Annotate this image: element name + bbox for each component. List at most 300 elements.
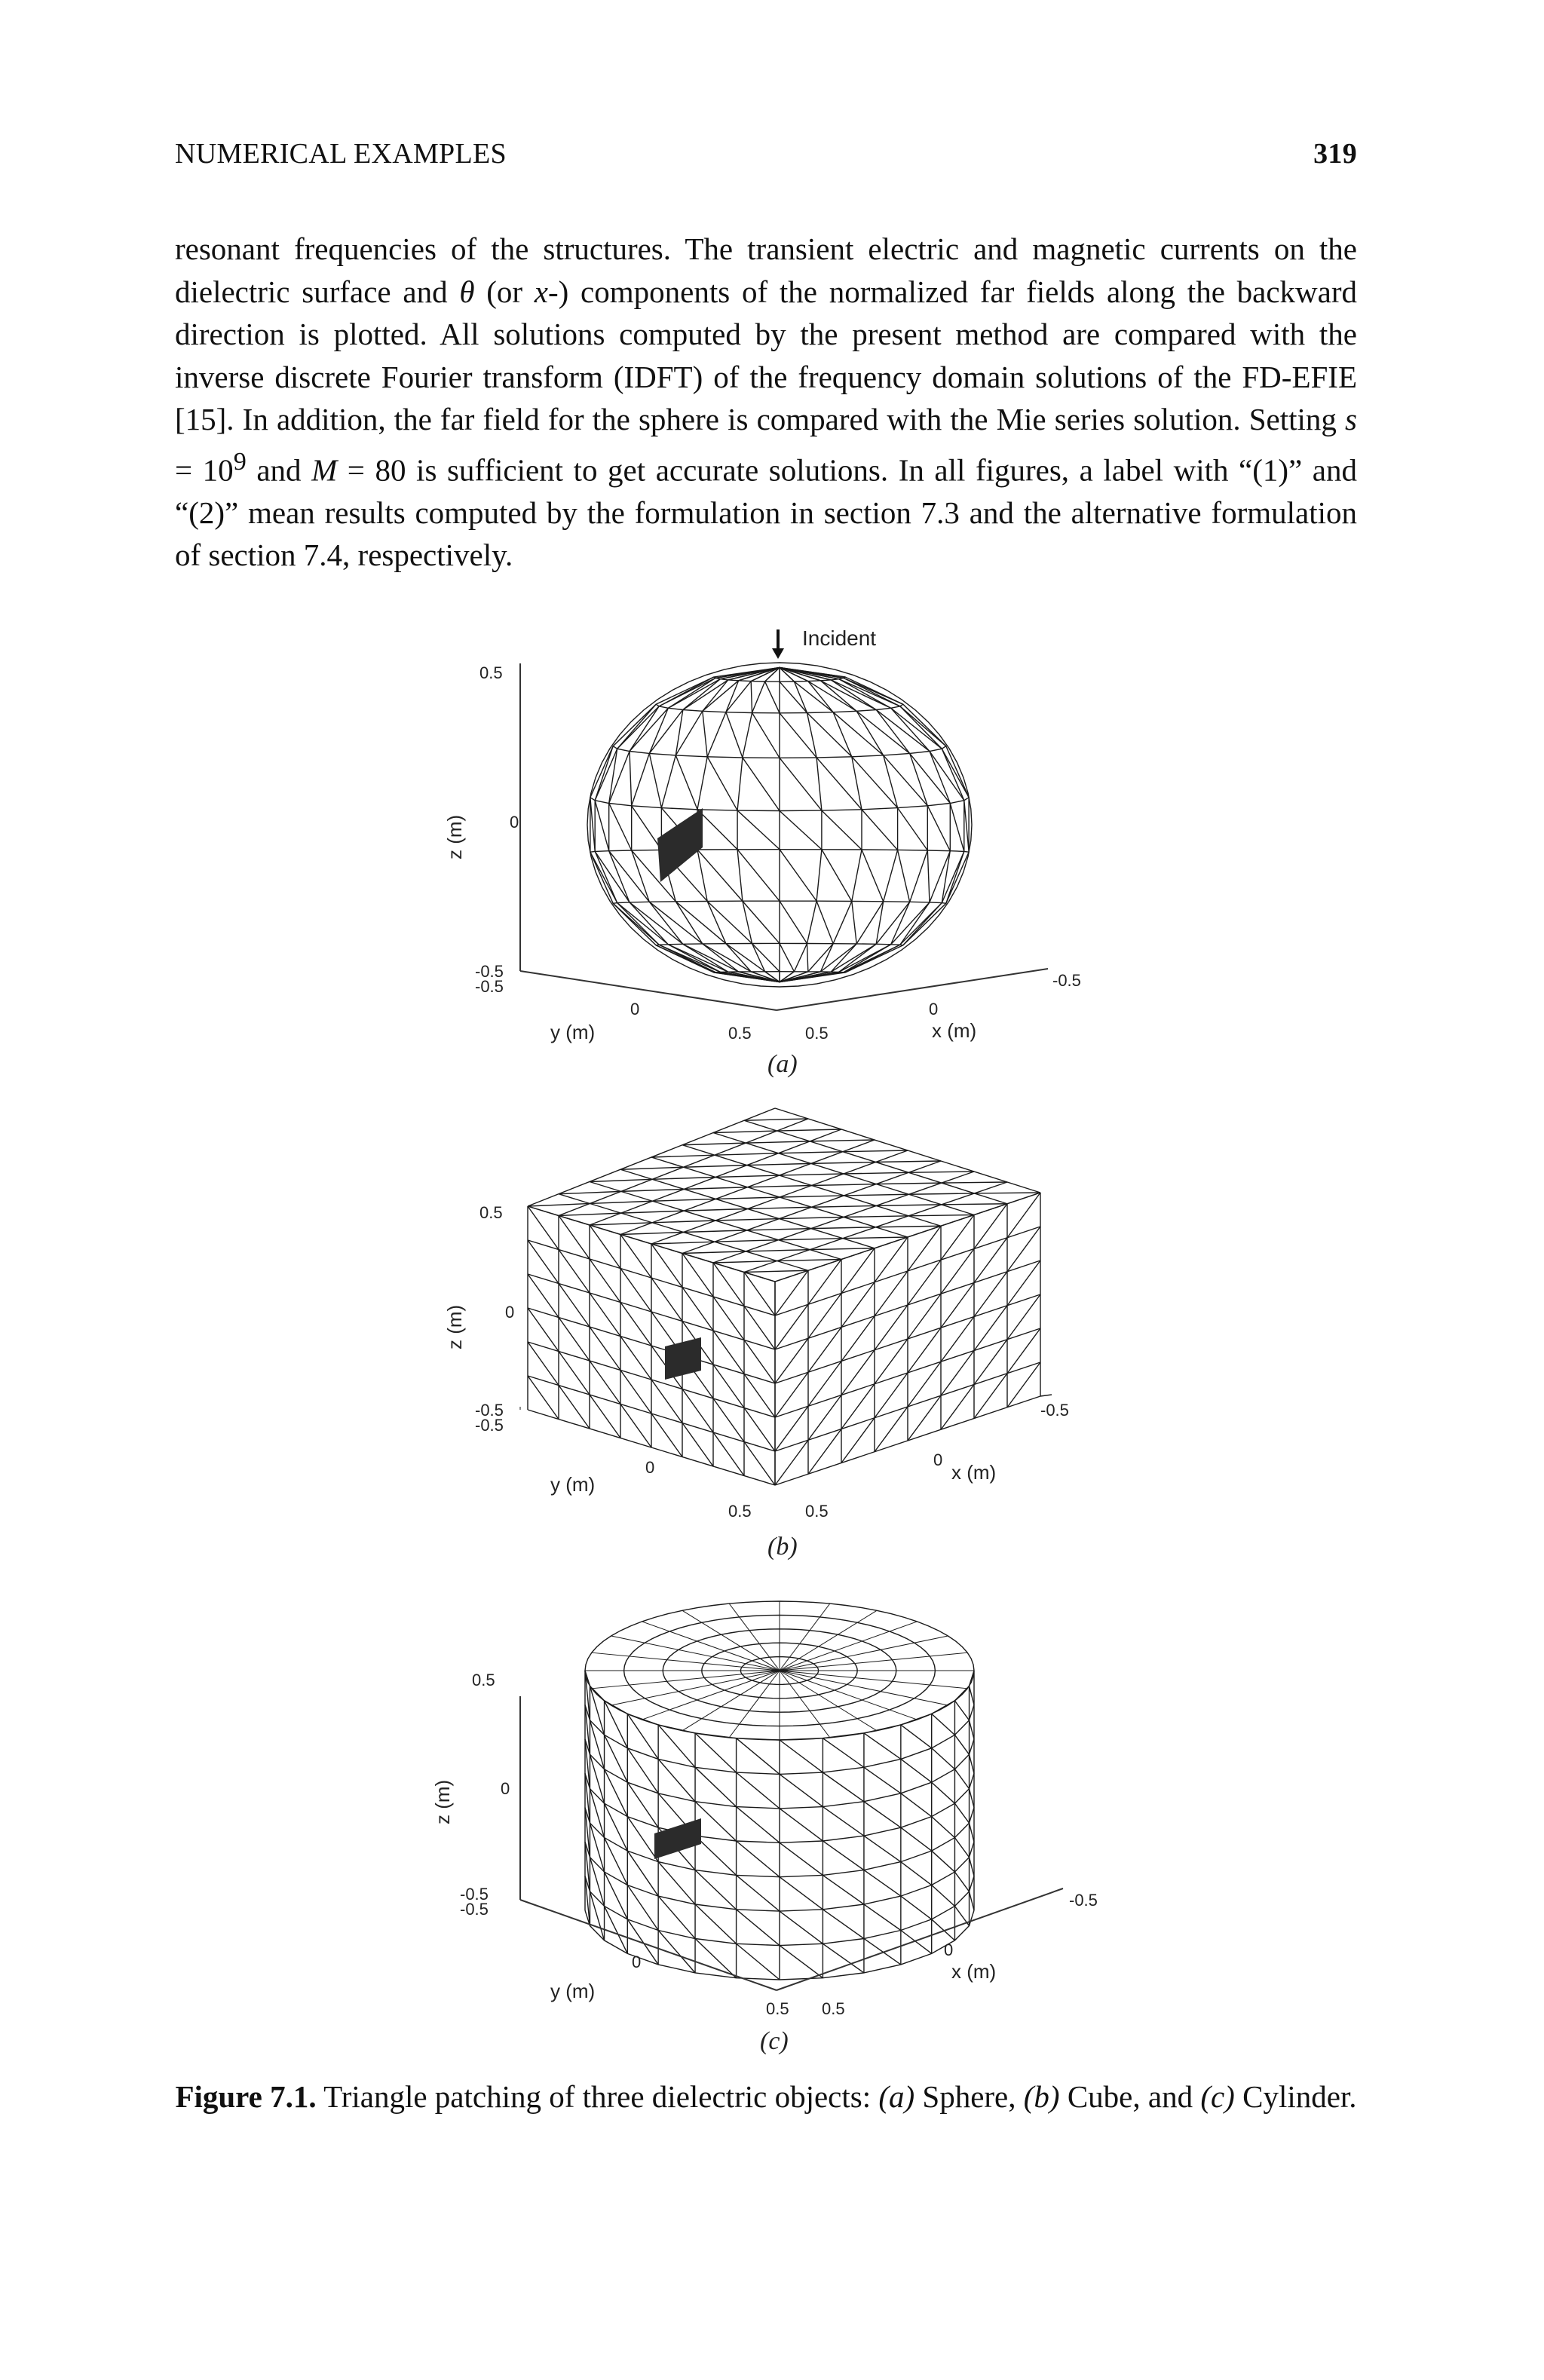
cylinder-side-diagonal [901,1862,932,1885]
cube-right-diagonal [908,1294,941,1339]
cube-left-diagonal [620,1371,651,1414]
cube-mesh [520,1108,1052,1485]
cylinder-side-diagonal [864,1870,901,1896]
cube-top-diagonal [777,1129,841,1131]
cube-top-diagonal [715,1175,780,1177]
cube-right-diagonal [875,1305,908,1350]
panel-a-ytick-05: 0.5 [728,1024,752,1043]
cube-top-diagonal [652,1221,715,1223]
sphere-longitude-line [780,668,950,982]
sphere-diagonal-line [822,850,852,902]
cube-top-diagonal [590,1201,652,1203]
cube-right-diagonal [974,1272,1007,1317]
cylinder-side-diagonal [970,1720,974,1739]
cube-left-diagonal [559,1386,590,1429]
cylinder-side-diagonal [901,1759,932,1782]
panel-a-x-label: x (m) [932,1019,977,1042]
cube-left-diagonal [713,1398,744,1442]
cylinder-side-diagonal [864,1733,901,1759]
panel-b-xtick-neg: -0.5 [1040,1401,1069,1420]
panel-a-y-label: y (m) [550,1021,596,1043]
cube-right-diagonal [841,1418,875,1463]
cube-top-diagonal [682,1251,746,1254]
cube-top-diagonal [653,1199,716,1201]
cube-right-diagonal [908,1362,941,1407]
cube-top-diagonal [811,1162,876,1164]
cube-top-diagonal [876,1226,942,1227]
cylinder-side-diagonal [901,1931,932,1954]
panel-c-z-label: z (m) [431,1779,454,1824]
cylinder-top-spoke [780,1671,877,1731]
cube-left-diagonal [528,1376,559,1420]
incident-arrow-head [772,648,784,659]
cube-left-diagonal [559,1318,590,1362]
cylinder-side-diagonal [970,1789,974,1808]
sphere-longitude-line [780,668,822,982]
cube-left-diagonal [713,1432,744,1476]
cylinder-side-diagonal [970,1858,974,1876]
panel-a-ytick-0: 0 [630,1000,640,1018]
sphere-diagonal-line [903,903,942,945]
cylinder-side-diagonal [823,1772,864,1802]
cube-top-diagonal [844,1172,908,1174]
panel-c-x-label: x (m) [951,1960,997,1983]
cylinder-side-diagonal [970,1686,974,1705]
cylinder-side-diagonal [954,1769,969,1789]
cube-top-diagonal [876,1205,942,1206]
cube-top-diagonal [779,1152,843,1153]
cube-left-diagonal [713,1263,744,1306]
panel-c-ztick-mid: 0 [501,1779,510,1798]
cube-left-diagonal [620,1269,651,1313]
cube-top-diagonal [844,1194,908,1196]
cube-left-diagonal [528,1342,559,1386]
cube-left-diagonal [620,1404,651,1448]
cylinder-side-diagonal [864,1767,901,1793]
cube-right-diagonal [1007,1362,1040,1407]
cube-top-diagonal [559,1191,621,1193]
cube-right-diagonal [941,1385,974,1430]
sphere-diagonal-line [898,850,910,902]
panel-c-xtick-05: 0.5 [822,1999,845,2018]
panel-a-sphere [443,663,1081,1078]
cube-right-diagonal [875,1339,908,1384]
cylinder-side-diagonal [780,1842,823,1875]
cube-top-diagonal [684,1187,747,1190]
incident-label: Incident [802,626,877,650]
cylinder-side-diagonal [970,1891,974,1910]
figure-7-1 [0,603,1544,2126]
cube-right-diagonal [908,1226,941,1271]
figure-caption: Figure 7.1. Triangle patching of three dielectric objects: (a) Sphere, (b) Cube, and (c) Cylinder. [175,2079,1357,2114]
cylinder-side-diagonal [823,1841,864,1870]
cube-top-diagonal [651,1155,715,1157]
cylinder-mesh [585,1601,974,1980]
panel-b-ytick-05: 0.5 [728,1502,752,1521]
cylinder-side-diagonal [970,1754,974,1773]
sphere-diagonal-line [780,758,822,810]
sphere-diagonal-line [668,945,728,972]
cube-right-diagonal [908,1395,941,1441]
sphere-diagonal-line [780,901,807,943]
sphere-diagonal-line [751,682,752,713]
cube-left-diagonal [651,1244,682,1288]
cylinder-top-spoke [780,1671,917,1720]
sphere-diagonal-line [752,713,780,758]
cube-left-diagonal [744,1408,775,1452]
sphere-diagonal-line [617,704,656,749]
panel-a-xtick-neg: -0.5 [1052,971,1081,990]
cube-top-diagonal [844,1216,908,1218]
cube-left-diagonal [590,1395,620,1438]
sphere-diagonal-line [676,755,697,810]
sphere-diagonal-line [697,810,737,850]
cylinder-top-spoke [611,1636,780,1671]
sphere-diagonal-line [780,682,807,712]
cube-right-diagonal [908,1328,941,1373]
sphere-diagonal-line [820,944,833,972]
cylinder-side-diagonal [695,1767,737,1806]
panel-a-ztick-bottom: -0.5 [475,962,504,981]
cube-left-diagonal [559,1284,590,1328]
cube-left-diagonal [590,1327,620,1371]
cylinder-side-diagonal [823,1910,864,1939]
sphere-diagonal-line [649,753,661,807]
sphere-diagonal-line [856,711,909,753]
cylinder-side-diagonal [954,1872,969,1891]
panel-b-xtick-05: 0.5 [805,1502,829,1521]
sphere-diagonal-line [737,850,780,901]
sphere-diagonal-line [609,749,617,803]
cube-right-diagonal [875,1373,908,1418]
cube-left-diagonal [528,1240,559,1284]
cylinder-side-diagonal [954,1838,969,1858]
cube-top-diagonal [559,1213,621,1215]
cube-top-diagonal [780,1218,844,1219]
sphere-diagonal-line [927,850,930,902]
sphere-diagonal-line [910,753,951,803]
sphere-longitude-line [737,668,780,982]
sphere-diagonal-line [822,810,862,850]
cylinder-top-spoke [780,1636,948,1671]
cube-left-diagonal [744,1340,775,1384]
cylinder-side-diagonal [737,1772,780,1809]
cube-left-diagonal [559,1352,590,1395]
panel-b-ztick-bottom: -0.5 [475,1401,504,1420]
cylinder-side-diagonal [627,1714,658,1759]
cube-top-diagonal [780,1174,844,1175]
panel-a-xtick-05: 0.5 [805,1024,829,1043]
sphere-diagonal-line [707,901,752,943]
panel-a-ztick-bottom2: -0.5 [475,977,504,996]
running-head [175,137,1357,182]
cube-top-diagonal [748,1186,812,1187]
cube-left-diagonal [713,1331,744,1374]
cylinder-side-diagonal [780,1946,823,1978]
cube-left-diagonal [528,1308,559,1352]
sphere-diagonal-line [780,850,816,902]
cube-left-diagonal [590,1361,620,1404]
cylinder-top-spoke [780,1610,877,1671]
cylinder-side-diagonal [901,1725,932,1748]
panel-b-y-label: y (m) [550,1473,596,1496]
sphere-diagonal-line [703,680,728,711]
cube-right-diagonal [974,1340,1007,1385]
cylinder-side-diagonal [627,1748,658,1793]
cube-right-diagonal [808,1429,841,1475]
sphere-diagonal-line [927,806,950,851]
cylinder-side-diagonal [932,1817,955,1838]
cube-top-diagonal [909,1193,975,1194]
cylinder-top-spoke [780,1622,917,1671]
cylinder-side-diagonal [901,1896,932,1919]
cube-right-diagonal [808,1294,841,1339]
cube-right-diagonal [1007,1193,1040,1238]
cylinder-side-diagonal [970,1823,974,1842]
cylinder-side-diagonal [823,1944,864,1973]
cube-right-diagonal [941,1249,974,1294]
cube-top-diagonal [713,1131,777,1132]
sphere-diagonal-line [609,803,632,850]
cube-left-diagonal [590,1293,620,1337]
cube-top-diagonal [942,1204,1007,1205]
cube-top-diagonal [590,1179,652,1181]
cube-left-diagonal [590,1225,620,1269]
cube-right-diagonal [941,1215,974,1260]
cube-top-diagonal [843,1150,908,1152]
running-head-title: NUMERICAL EXAMPLES [175,138,507,170]
cube-right-diagonal [1007,1260,1040,1306]
sphere-diagonal-line [609,851,650,902]
cube-right-diagonal [775,1406,808,1451]
cube-left-diagonal [620,1303,651,1346]
cube-right-diagonal [941,1317,974,1362]
panel-c-ytick-05: 0.5 [766,1999,789,2018]
cube-right-diagonal [908,1260,941,1305]
cylinder-side-diagonal [737,1807,780,1843]
page-number: 319 [1313,138,1357,170]
cylinder-side-diagonal [823,1738,864,1768]
cube-top-diagonal [876,1183,942,1184]
cylinder-side-diagonal [695,1938,737,1977]
panel-b-ytick-0: 0 [645,1458,655,1477]
cube-left-diagonal [682,1288,713,1331]
cylinder-side-diagonal [932,1748,955,1769]
cube-right-diagonal [808,1362,841,1407]
cube-left-diagonal [682,1254,713,1297]
cube-right-diagonal [841,1384,875,1429]
cube-top-diagonal [777,1260,841,1261]
paragraph-text: resonant frequencies of the structures. The transient electric and magnetic currents on the dielectric surface and θ (or x-) components of the normalized far fields along the backward direction is plotted. All solutions computed by the present method are compared with the inverse discrete Fourier transform (IDFT) of the frequency domain solutions of the FD-EFIE [15]. In addition, the far field for the sphere is compared with the Mie series solution. Setting $s = 10^9$ and M = 80 is sufficient to get accurate solutions. In all figures, a label with “(1)” and “(2)” mean results computed by the formulation in section 7.3 and the alternative formulation of section 7.4, respectively. [175,231,1358,573]
sphere-mesh [587,663,972,987]
panel-a-ztick-top: 0.5 [479,663,503,682]
cube-top-diagonal [684,1165,747,1168]
cylinder-side-diagonal [627,1885,658,1931]
cube-left-diagonal [559,1216,590,1260]
cube-top-diagonal [684,1209,747,1211]
cube-top-diagonal [590,1223,652,1225]
panel-b-sublabel: (b) [767,1533,798,1561]
cylinder-side-diagonal [954,1701,969,1720]
cube-right-diagonal [974,1204,1007,1249]
panel-b-ztick-bottom2: -0.5 [475,1416,504,1435]
cylinder-side-diagonal [780,1911,823,1944]
cube-right-diagonal [841,1282,875,1328]
cube-right-diagonal [808,1328,841,1373]
sphere-diagonal-line [743,758,780,811]
cube-left-diagonal [528,1206,559,1250]
body-paragraph [175,228,1357,577]
cube-left-diagonal [651,1414,682,1457]
sphere-diagonal-line [807,713,851,757]
figure-svg [0,603,1544,2073]
sphere-diagonal-line [942,749,969,798]
cylinder-side-diagonal [932,1714,955,1735]
cube-right-diagonal [974,1374,1007,1419]
cube-top-diagonal [812,1205,877,1207]
cube-top-diagonal [780,1196,844,1197]
panel-c-ztick-top: 0.5 [472,1671,495,1689]
panel-b-z-label: z (m) [443,1304,466,1349]
cylinder-side-diagonal [695,1836,737,1875]
cube-left-diagonal [744,1442,775,1486]
cube-top-diagonal [715,1240,779,1242]
cylinder-side-diagonal [695,1733,737,1772]
cube-top-diagonal [715,1219,780,1221]
cube-left-diagonal [713,1297,744,1340]
sphere-diagonal-line [833,712,884,755]
sphere-diagonal-line [595,801,609,851]
panel-a-z-label: z (m) [443,814,466,859]
sphere-diagonal-line [707,757,737,810]
cube-left-diagonal [620,1235,651,1279]
cube-right-diagonal [841,1316,875,1362]
cylinder-side-diagonal [627,1782,658,1827]
cube-top-diagonal [652,1178,715,1180]
cube-top-diagonal [620,1233,684,1235]
sphere-diagonal-line [737,810,780,850]
panel-c-y-label: y (m) [550,1980,596,2002]
cube-top-diagonal [651,1242,715,1244]
cube-right-diagonal [941,1351,974,1396]
cube-left-diagonal [590,1259,620,1303]
cube-left-diagonal [682,1423,713,1467]
cube-top-diagonal [620,1167,684,1169]
cylinder-side-diagonal [627,1817,658,1862]
cube-left-diagonal [744,1306,775,1350]
cylinder-side-diagonal [823,1807,864,1836]
panel-c-xtick-neg: -0.5 [1069,1891,1098,1910]
incident-marker [772,626,876,659]
cylinder-side-diagonal [780,1809,823,1841]
sphere-diagonal-line [703,711,707,756]
cube-top-diagonal [876,1161,942,1162]
sphere-diagonal-line [862,810,898,850]
panel-b-cube [443,1108,1069,1561]
cube-right-diagonal [775,1304,808,1349]
cube-left-diagonal [744,1374,775,1418]
cylinder-side-diagonal [695,1802,737,1841]
cylinder-side-diagonal [954,1803,969,1823]
cube-right-diagonal [1007,1227,1040,1272]
cylinder-side-diagonal [658,1725,695,1767]
cylinder-side-diagonal [737,1910,780,1946]
panel-a-sublabel: (a) [767,1050,798,1078]
cube-top-diagonal [744,1270,808,1272]
panel-b-ztick-top: 0.5 [479,1203,503,1222]
cylinder-side-diagonal [658,1896,695,1938]
sphere-diagonal-line [630,751,632,805]
cube-right-diagonal [775,1372,808,1417]
panel-a-xtick-0: 0 [929,1000,939,1018]
panel-c-cylinder [431,1601,1098,2055]
sphere-diagonal-line [780,811,822,850]
sphere-diagonal-line [852,901,856,943]
cube-top-diagonal [715,1153,779,1155]
cylinder-side-diagonal [823,1875,864,1904]
cylinder-side-diagonal [864,1836,901,1861]
cylinder-side-diagonal [932,1851,955,1872]
figure-label: Figure 7.1. [175,2079,317,2114]
sphere-diagonal-line [780,943,794,971]
sphere-longitude-line [697,668,780,982]
cylinder-side-diagonal [737,1841,780,1877]
cylinder-side-diagonal [780,1774,823,1806]
sphere-diagonal-line [726,712,743,758]
cube-top-diagonal [621,1189,685,1191]
sphere-diagonal-line [816,901,833,943]
cylinder-side-diagonal [780,1740,823,1772]
cylinder-top-spoke [611,1671,780,1705]
sphere-diagonal-line [649,902,702,944]
sphere-diagonal-line [816,758,862,810]
cube-top-diagonal [812,1184,877,1186]
cube-left-diagonal [620,1337,651,1380]
cube-right-diagonal [841,1350,875,1395]
cylinder-side-diagonal [932,1782,955,1803]
cylinder-side-diagonal [954,1735,969,1754]
cube-right-diagonal [841,1248,875,1294]
cylinder-side-diagonal [695,1870,737,1910]
sphere-diagonal-line [898,808,928,850]
cylinder-side-diagonal [737,1944,780,1980]
cube-top-diagonal [843,1237,908,1239]
cylinder-side-diagonal [737,1875,780,1911]
cube-right-diagonal [941,1283,974,1328]
sphere-diagonal-line [964,801,969,852]
cube-top-diagonal [942,1182,1007,1183]
cylinder-side-diagonal [627,1851,658,1896]
cylinder-side-diagonal [695,1904,737,1944]
cube-right-diagonal [1007,1294,1040,1340]
cylinder-side-diagonal [901,1793,932,1817]
cylinder-side-diagonal [658,1759,695,1801]
cube-top-diagonal [744,1119,808,1120]
sphere-diagonal-line [590,798,595,852]
cylinder-top-spoke [642,1671,780,1720]
cube-left-diagonal [651,1380,682,1423]
sphere-diagonal-line [752,944,780,972]
cube-top-diagonal [715,1197,780,1199]
cube-left-diagonal [651,1278,682,1322]
cube-top-diagonal [748,1207,812,1208]
cube-top-diagonal [779,1239,843,1240]
sphere-diagonal-line [765,682,780,713]
cylinder-side-diagonal [737,1738,780,1775]
cylinder-side-diagonal [932,1919,955,1940]
cube-top-diagonal [682,1143,746,1145]
cube-right-diagonal [775,1338,808,1383]
